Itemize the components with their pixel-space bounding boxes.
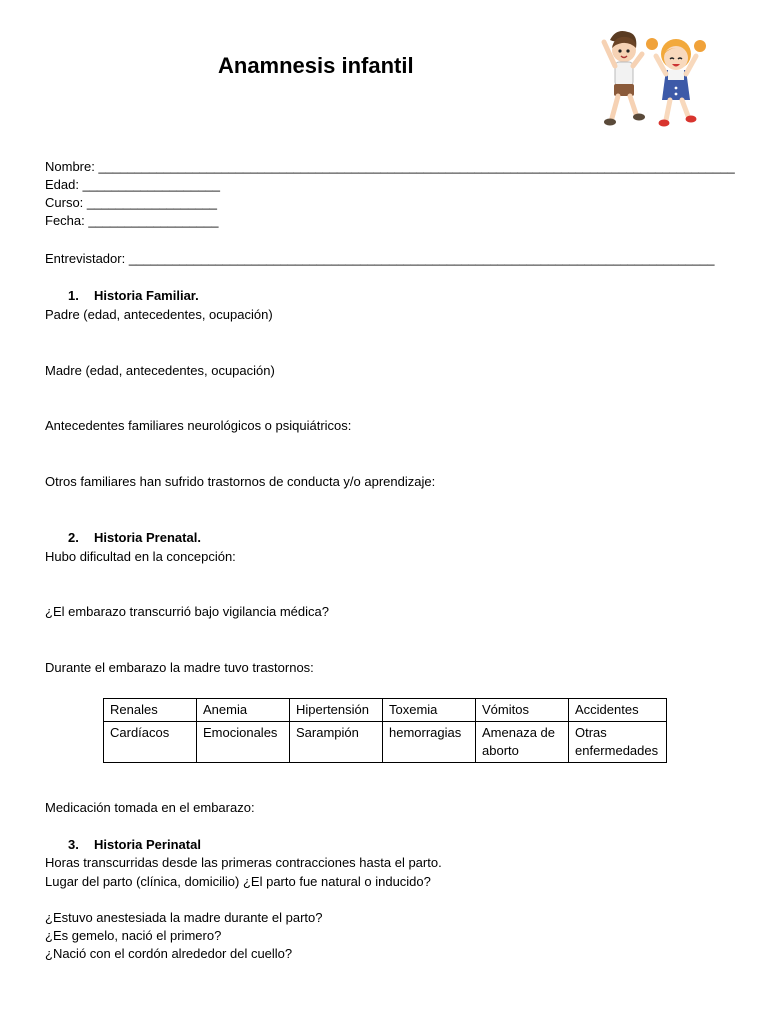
question-medicacion: Medicación tomada en el embarazo:	[45, 800, 255, 815]
question-otros-familiares: Otros familiares han sufrido trastornos de conducta y/o aprendizaje:	[45, 474, 436, 489]
entrevistador-field[interactable]: Entrevistador: _________________________________________________________________________________	[45, 251, 715, 266]
question-cordon: ¿Nació con el cordón alrededor del cuello?	[45, 946, 293, 961]
section-2-number: 2.	[68, 530, 79, 545]
table-row	[104, 722, 667, 763]
section-3-title: Historia Perinatal	[94, 837, 201, 852]
table-cell: Toxemia	[383, 699, 476, 722]
edad-field[interactable]: Edad: ___________________	[45, 177, 220, 192]
question-horas: Horas transcurridas desde las primeras contracciones hasta el parto.	[45, 855, 442, 870]
section-1-heading	[68, 287, 199, 305]
table-cell: Hipertensión	[290, 699, 383, 722]
question-antecedentes: Antecedentes familiares neurológicos o psiquiátricos:	[45, 418, 352, 433]
question-lugar-parto: Lugar del parto (clínica, domicilio) ¿El parto fue natural o inducido?	[45, 874, 431, 889]
table-row	[104, 699, 667, 722]
question-vigilancia: ¿El embarazo transcurrió bajo vigilancia médica?	[45, 604, 329, 619]
section-2-title: Historia Prenatal.	[94, 530, 201, 545]
question-madre: Madre (edad, antecedentes, ocupación)	[45, 363, 275, 378]
table-cell: Emocionales	[197, 722, 290, 763]
question-anestesia: ¿Estuvo anestesiada la madre durante el parto?	[45, 910, 323, 925]
curso-field[interactable]: Curso: __________________	[45, 195, 218, 210]
fecha-field[interactable]: Fecha: __________________	[45, 213, 219, 228]
table-cell: Otras enfermedades	[569, 722, 667, 763]
section-2-heading	[68, 529, 201, 547]
table-cell: hemorragias	[383, 722, 476, 763]
table-cell: Vómitos	[476, 699, 569, 722]
question-trastornos: Durante el embarazo la madre tuvo trastornos:	[45, 660, 314, 675]
section-1-number: 1.	[68, 288, 79, 303]
table-cell: Cardíacos	[104, 722, 197, 763]
section-3-heading	[68, 836, 201, 854]
section-1-title: Historia Familiar.	[94, 288, 199, 303]
table-cell: Amenaza de aborto	[476, 722, 569, 763]
table-cell: Accidentes	[569, 699, 667, 722]
section-3-number: 3.	[68, 837, 79, 852]
question-concepcion: Hubo dificultad en la concepción:	[45, 549, 236, 564]
nombre-field[interactable]: Nombre: ________________________________________________________________________________________	[45, 159, 735, 174]
table-cell: Renales	[104, 699, 197, 722]
children-jumping-illustration	[596, 26, 708, 130]
page-title: Anamnesis infantil	[218, 53, 414, 78]
table-cell: Sarampión	[290, 722, 383, 763]
table-cell: Anemia	[197, 699, 290, 722]
question-gemelo: ¿Es gemelo, nació el primero?	[45, 928, 222, 943]
question-padre: Padre (edad, antecedentes, ocupación)	[45, 307, 273, 322]
trastornos-table	[103, 698, 667, 763]
